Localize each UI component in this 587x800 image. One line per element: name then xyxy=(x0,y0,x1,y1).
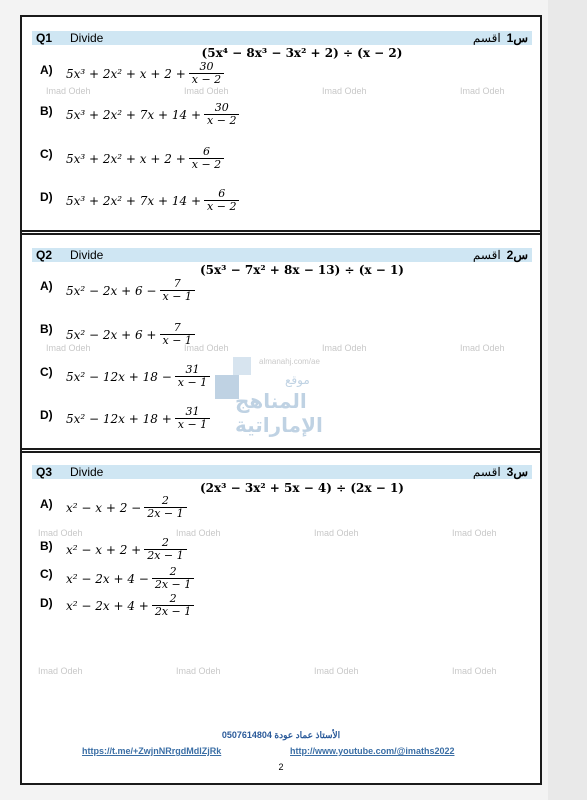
question-number: Q2 xyxy=(36,248,53,262)
watermark: Imad Odeh xyxy=(314,528,359,538)
logo-arabic-title: المناهج الإماراتية xyxy=(235,389,323,437)
watermark: Imad Odeh xyxy=(184,343,229,353)
fraction-denominator: 2x − 1 xyxy=(152,578,194,591)
fraction-numerator: 31 xyxy=(185,405,200,418)
fraction-numerator: 2 xyxy=(169,592,177,605)
watermark: Imad Odeh xyxy=(460,343,505,353)
logo-arabic-small: موقع xyxy=(285,373,310,387)
remainder-fraction xyxy=(204,188,239,213)
watermark: Imad Odeh xyxy=(46,86,91,96)
option-polynomial: 5x³ + 2x² + x + 2 + xyxy=(66,66,186,81)
option-expression xyxy=(66,566,194,591)
option-expression xyxy=(66,537,187,562)
fraction-denominator: 2x − 1 xyxy=(144,549,186,562)
question-header xyxy=(32,465,532,479)
page-margin-strip xyxy=(548,0,587,800)
option-polynomial: 5x² − 12x + 18 + xyxy=(66,411,172,426)
question-instruction: Divide xyxy=(70,465,104,479)
option-polynomial: x² − x + 2 − xyxy=(66,500,142,515)
watermark: Imad Odeh xyxy=(38,528,83,538)
fraction-denominator: x − 2 xyxy=(189,73,224,86)
option-expression xyxy=(66,364,210,389)
watermark: Imad Odeh xyxy=(184,86,229,96)
option-expression xyxy=(66,102,239,127)
fraction-denominator: x − 1 xyxy=(160,290,195,303)
option-polynomial: x² − x + 2 + xyxy=(66,542,142,557)
option-polynomial: 5x² − 2x + 6 + xyxy=(66,327,157,342)
remainder-fraction xyxy=(144,537,186,562)
fraction-numerator: 2 xyxy=(169,565,177,578)
teacher-contact: 0507614804 الأستاذ عماد عودة xyxy=(221,730,341,740)
option-polynomial: 5x³ + 2x² + x + 2 + xyxy=(66,151,186,166)
option-polynomial: 5x² − 2x + 6 − xyxy=(66,283,157,298)
option-polynomial: x² − 2x + 4 − xyxy=(66,571,149,586)
fraction-numerator: 2 xyxy=(161,536,169,549)
option-expression xyxy=(66,188,239,213)
fraction-denominator: x − 2 xyxy=(204,114,239,127)
option-expression xyxy=(66,495,187,520)
fraction-denominator: x − 2 xyxy=(204,200,239,213)
option-label[interactable]: C) xyxy=(40,147,53,161)
remainder-fraction xyxy=(152,566,194,591)
remainder-fraction xyxy=(144,495,186,520)
question-number: Q1 xyxy=(36,31,53,45)
remainder-fraction xyxy=(189,61,224,86)
watermark: Imad Odeh xyxy=(176,666,221,676)
fraction-numerator: 6 xyxy=(218,187,226,200)
question-arabic-number: س2 xyxy=(506,248,528,262)
logo-square xyxy=(233,357,251,375)
option-label[interactable]: A) xyxy=(40,63,53,77)
option-polynomial: 5x³ + 2x² + 7x + 14 + xyxy=(66,107,202,122)
option-expression xyxy=(66,278,195,303)
fraction-numerator: 7 xyxy=(173,321,181,334)
page-number: 2 xyxy=(278,762,284,772)
watermark: Imad Odeh xyxy=(460,86,505,96)
option-label[interactable]: C) xyxy=(40,365,53,379)
option-label[interactable]: B) xyxy=(40,104,53,118)
watermark: Imad Odeh xyxy=(176,528,221,538)
watermark: Imad Odeh xyxy=(46,343,91,353)
question-arabic-instruction: اقسم xyxy=(472,465,501,479)
option-label[interactable]: D) xyxy=(40,596,53,610)
option-label[interactable]: C) xyxy=(40,567,53,581)
fraction-denominator: 2x − 1 xyxy=(152,605,194,618)
question-arabic-instruction: اقسم xyxy=(472,31,501,45)
division-problem: (2x³ − 3x² + 5x − 4) ÷ (2x − 1) xyxy=(200,481,404,495)
fraction-denominator: x − 1 xyxy=(175,418,210,431)
fraction-denominator: 2x − 1 xyxy=(144,507,186,520)
watermark: Imad Odeh xyxy=(314,666,359,676)
option-polynomial: 5x³ + 2x² + 7x + 14 + xyxy=(66,193,202,208)
watermark: Imad Odeh xyxy=(452,666,497,676)
remainder-fraction xyxy=(160,278,195,303)
fraction-numerator: 30 xyxy=(214,101,229,114)
option-expression xyxy=(66,593,194,618)
fraction-numerator: 2 xyxy=(161,494,169,507)
option-label[interactable]: D) xyxy=(40,408,53,422)
question-instruction: Divide xyxy=(70,31,104,45)
option-expression xyxy=(66,406,210,431)
question-arabic-label xyxy=(473,248,528,262)
section-divider xyxy=(22,448,540,453)
fraction-numerator: 7 xyxy=(173,277,181,290)
watermark: Imad Odeh xyxy=(452,528,497,538)
option-expression xyxy=(66,146,224,171)
question-arabic-number: س1 xyxy=(506,31,528,45)
fraction-numerator: 6 xyxy=(202,145,210,158)
option-label[interactable]: B) xyxy=(40,322,53,336)
option-expression xyxy=(66,61,224,86)
watermark: Imad Odeh xyxy=(322,86,367,96)
option-label[interactable]: B) xyxy=(40,539,53,553)
watermark: Imad Odeh xyxy=(38,666,83,676)
section-divider xyxy=(22,230,540,235)
option-label[interactable]: A) xyxy=(40,497,53,511)
option-polynomial: x² − 2x + 4 + xyxy=(66,598,149,613)
question-header xyxy=(32,248,532,262)
division-problem: (5x⁴ − 8x³ − 3x² + 2) ÷ (x − 2) xyxy=(201,46,403,60)
logo-url: almanahj.com/ae xyxy=(259,357,320,366)
question-number: Q3 xyxy=(36,465,53,479)
telegram-link[interactable]: https://t.me/+ZwjnNRrgdMdlZjRk xyxy=(82,746,222,756)
remainder-fraction xyxy=(204,102,239,127)
watermark: Imad Odeh xyxy=(322,343,367,353)
remainder-fraction xyxy=(175,406,210,431)
option-label[interactable]: A) xyxy=(40,279,53,293)
question-arabic-number: س3 xyxy=(506,465,528,479)
question-arabic-label xyxy=(473,31,528,45)
site-logo-watermark xyxy=(215,357,365,437)
remainder-fraction xyxy=(175,364,210,389)
fraction-denominator: x − 1 xyxy=(175,376,210,389)
question-header xyxy=(32,31,532,45)
question-arabic-instruction: اقسم xyxy=(472,248,501,262)
remainder-fraction xyxy=(189,146,224,171)
question-instruction: Divide xyxy=(70,248,104,262)
fraction-denominator: x − 1 xyxy=(160,334,195,347)
fraction-numerator: 31 xyxy=(185,363,200,376)
question-arabic-label xyxy=(473,465,528,479)
option-label[interactable]: D) xyxy=(40,190,53,204)
youtube-link[interactable]: http://www.youtube.com/@imaths2022 xyxy=(290,746,455,756)
division-problem: (5x³ − 7x² + 8x − 13) ÷ (x − 1) xyxy=(200,263,404,277)
remainder-fraction xyxy=(152,593,194,618)
fraction-denominator: x − 2 xyxy=(189,158,224,171)
option-polynomial: 5x² − 12x + 18 − xyxy=(66,369,172,384)
fraction-numerator: 30 xyxy=(199,60,214,73)
